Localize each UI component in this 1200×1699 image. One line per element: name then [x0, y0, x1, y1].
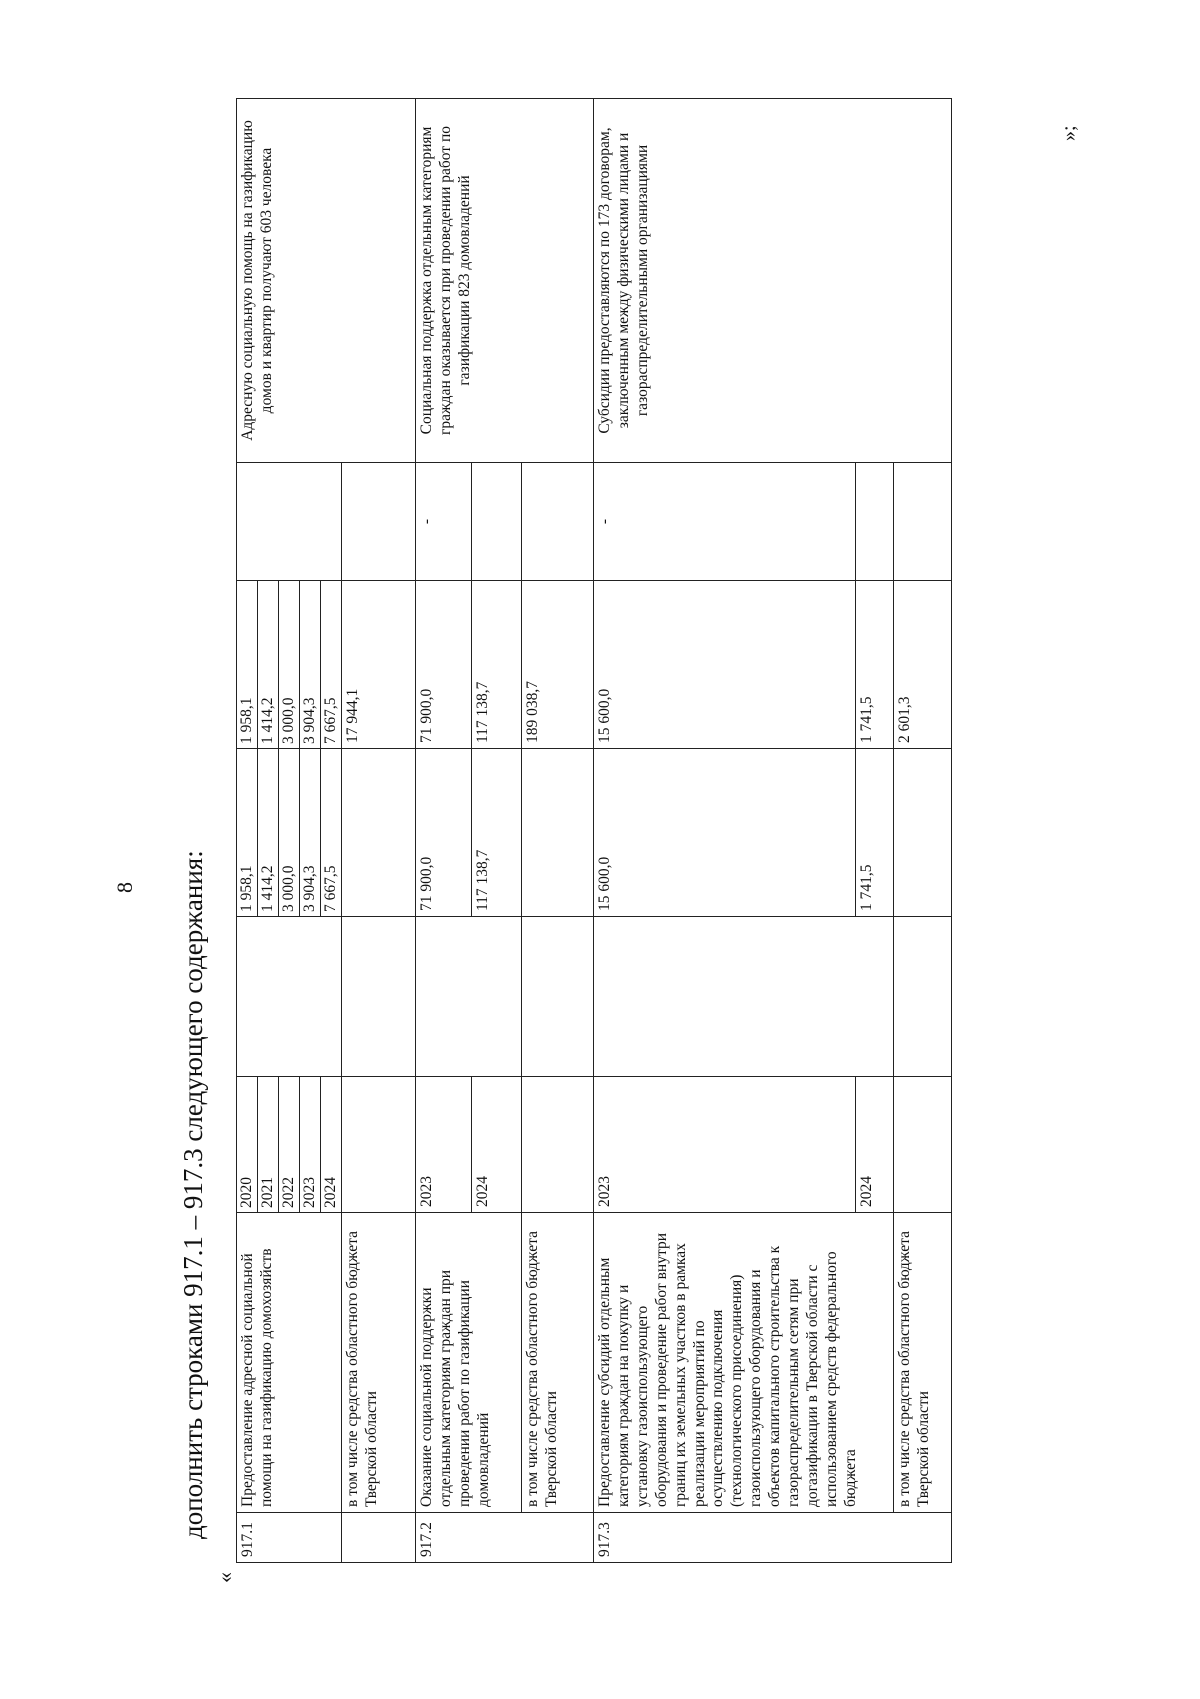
year: 2024 [322, 1177, 339, 1208]
value: 1 958,1 [237, 581, 258, 748]
intro-text: дополнить строками 917.1 – 917.3 следующего содержания: [178, 850, 208, 1539]
empty-cell [342, 749, 416, 917]
sub-value: 2 601,3 [894, 581, 952, 749]
values-b-cell [237, 581, 342, 749]
sub-name: в том числе средства областного бюджета Тверской области [342, 1213, 416, 1513]
year: 2024 [856, 1077, 894, 1213]
value: 1 414,2 [258, 581, 279, 748]
row-id: 917.1 [237, 1513, 342, 1563]
year: 2023 [300, 1077, 321, 1212]
empty-cell [522, 1077, 594, 1213]
value: 7 667,5 [322, 697, 339, 744]
value: 1 741,5 [856, 749, 894, 917]
value: 3 904,3 [300, 581, 321, 748]
row-name: Предоставление субсидий отдельным категориям граждан на покупку и установку газоиспользующего оборудования и проведение работ внутри границ их земельных участков в рамках реализации мероприятий по осуществлению подключения (технологического присоединения) газоиспользующего оборудования и объектов капитального строительства к газораспределительным сетям при догазификации в Тверской области с использованием средств федерального бюджета [594, 1213, 894, 1513]
empty-cell [522, 463, 594, 581]
page-number: 8 [112, 882, 137, 893]
value: 71 900,0 [416, 749, 472, 917]
dash-cell [594, 463, 856, 581]
value: 15 600,0 [594, 581, 856, 749]
year: 2023 [416, 1077, 472, 1213]
table-row-917-2 [416, 99, 472, 1563]
sub-value: 189 038,7 [522, 581, 594, 749]
year: 2020 [237, 1077, 258, 1212]
empty-cell [894, 917, 952, 1077]
value: 1 958,1 [237, 749, 258, 916]
empty-cell [342, 1077, 416, 1213]
dash: - [596, 518, 613, 525]
value: 7 667,5 [322, 865, 339, 912]
sub-name: в том числе средства областного бюджета Тверской области [894, 1213, 952, 1513]
row-result: Адресную социальную помощь на газификацию домов и квартир получают 603 человека [237, 99, 416, 463]
table-row-917-3 [594, 99, 856, 1563]
empty-cell [522, 749, 594, 917]
row-id: 917.3 [594, 1513, 952, 1563]
year: 2023 [594, 1077, 856, 1213]
value: 71 900,0 [416, 581, 472, 749]
value: 3 000,0 [279, 749, 300, 916]
year: 2024 [472, 1077, 522, 1213]
value: 3 000,0 [279, 581, 300, 748]
data-table [236, 98, 952, 1563]
quote-open: « [212, 1572, 237, 1583]
empty-cell [416, 917, 522, 1077]
empty-cell [342, 917, 416, 1077]
empty-cell [237, 917, 342, 1077]
table-row-917-1 [237, 99, 342, 1563]
empty-cell [856, 463, 894, 581]
row-result: Социальная поддержка отдельным категориям граждан оказывается при проведении работ по газификации 823 домовладений [416, 99, 594, 463]
empty-cell [594, 917, 894, 1077]
value: 117 138,7 [472, 749, 522, 917]
empty-cell [472, 463, 522, 581]
dash: - [418, 518, 435, 525]
year: 2022 [279, 1077, 300, 1212]
empty-cell [342, 463, 416, 581]
empty-cell [894, 1077, 952, 1213]
value: 1 414,2 [258, 749, 279, 916]
sub-value: 17 944,1 [342, 581, 416, 749]
values-a-cell [237, 749, 342, 917]
sub-name: в том числе средства областного бюджета Тверской области [522, 1213, 594, 1513]
value: 117 138,7 [472, 581, 522, 749]
year: 2021 [258, 1077, 279, 1212]
dash-cell [416, 463, 472, 581]
years-cell [237, 1077, 342, 1213]
row-name: Оказание социальной поддержки отдельным категориям граждан при проведении работ по газификации домовладений [416, 1213, 522, 1513]
value: 1 741,5 [856, 581, 894, 749]
row-id: 917.2 [416, 1513, 594, 1563]
row-result: Субсидии предоставляются по 173 договорам, заключенным между физическими лицами и газораспределительными организациями [594, 99, 952, 463]
empty-cell [894, 463, 952, 581]
value: 15 600,0 [594, 749, 856, 917]
empty-cell [894, 749, 952, 917]
row-name: Предоставление адресной социальной помощи на газификацию домохозяйств [237, 1213, 342, 1513]
quote-close: »; [1058, 125, 1080, 141]
empty-cell [237, 463, 342, 581]
empty-cell [342, 1513, 416, 1563]
empty-cell [522, 917, 594, 1077]
value: 3 904,3 [300, 749, 321, 916]
